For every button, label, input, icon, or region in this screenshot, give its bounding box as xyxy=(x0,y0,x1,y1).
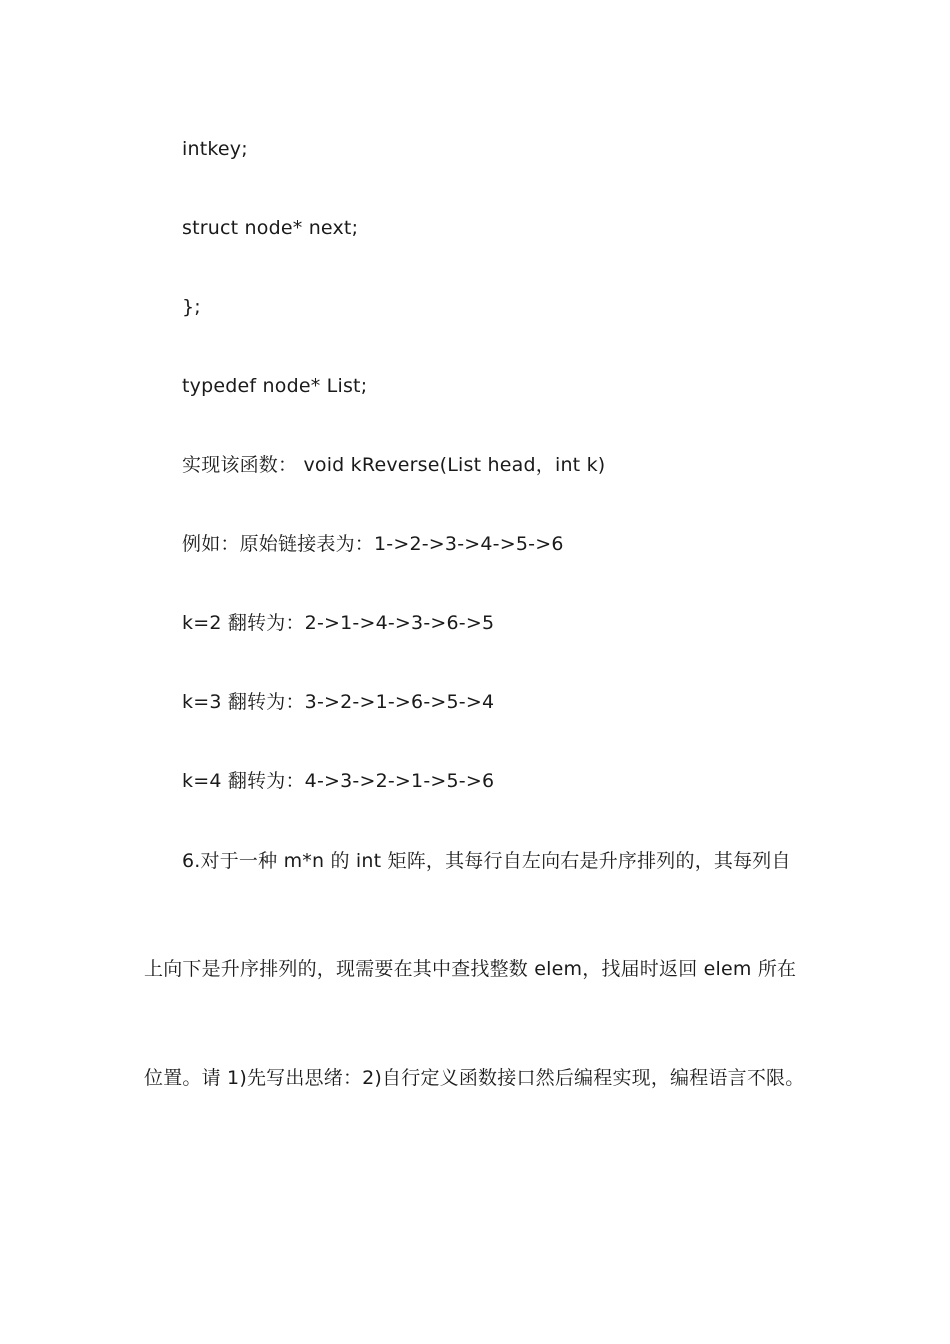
function-signature-line: 实现该函数： void kReverse(List head，int k) xyxy=(182,454,606,476)
example-k3: k=3 翻转为：3->2->1->6->5->4 xyxy=(182,691,495,713)
example-original-list: 例如：原始链接表为：1->2->3->4->5->6 xyxy=(182,533,564,555)
example-k2: k=2 翻转为：2->1->4->3->6->5 xyxy=(182,612,495,634)
question-6-line-1: 6.对于一种 m*n 的 int 矩阵，其每行自左向右是升序排列的，其每列自 xyxy=(182,850,791,872)
code-line-typedef: typedef node* List; xyxy=(182,375,368,397)
code-line-struct-close: }; xyxy=(182,296,201,318)
code-line-struct-next: struct node* next; xyxy=(182,217,359,239)
question-6-line-2: 上向下是升序排列的，现需要在其中查找整数 elem，找届时返回 elem 所在 xyxy=(144,958,797,980)
code-line-int-key: intkey; xyxy=(182,138,248,160)
example-k4: k=4 翻转为：4->3->2->1->5->6 xyxy=(182,770,495,792)
question-6-line-3: 位置。请 1)先写出思绪：2)自行定义函数接口然后编程实现，编程语言不限。 xyxy=(144,1067,805,1089)
